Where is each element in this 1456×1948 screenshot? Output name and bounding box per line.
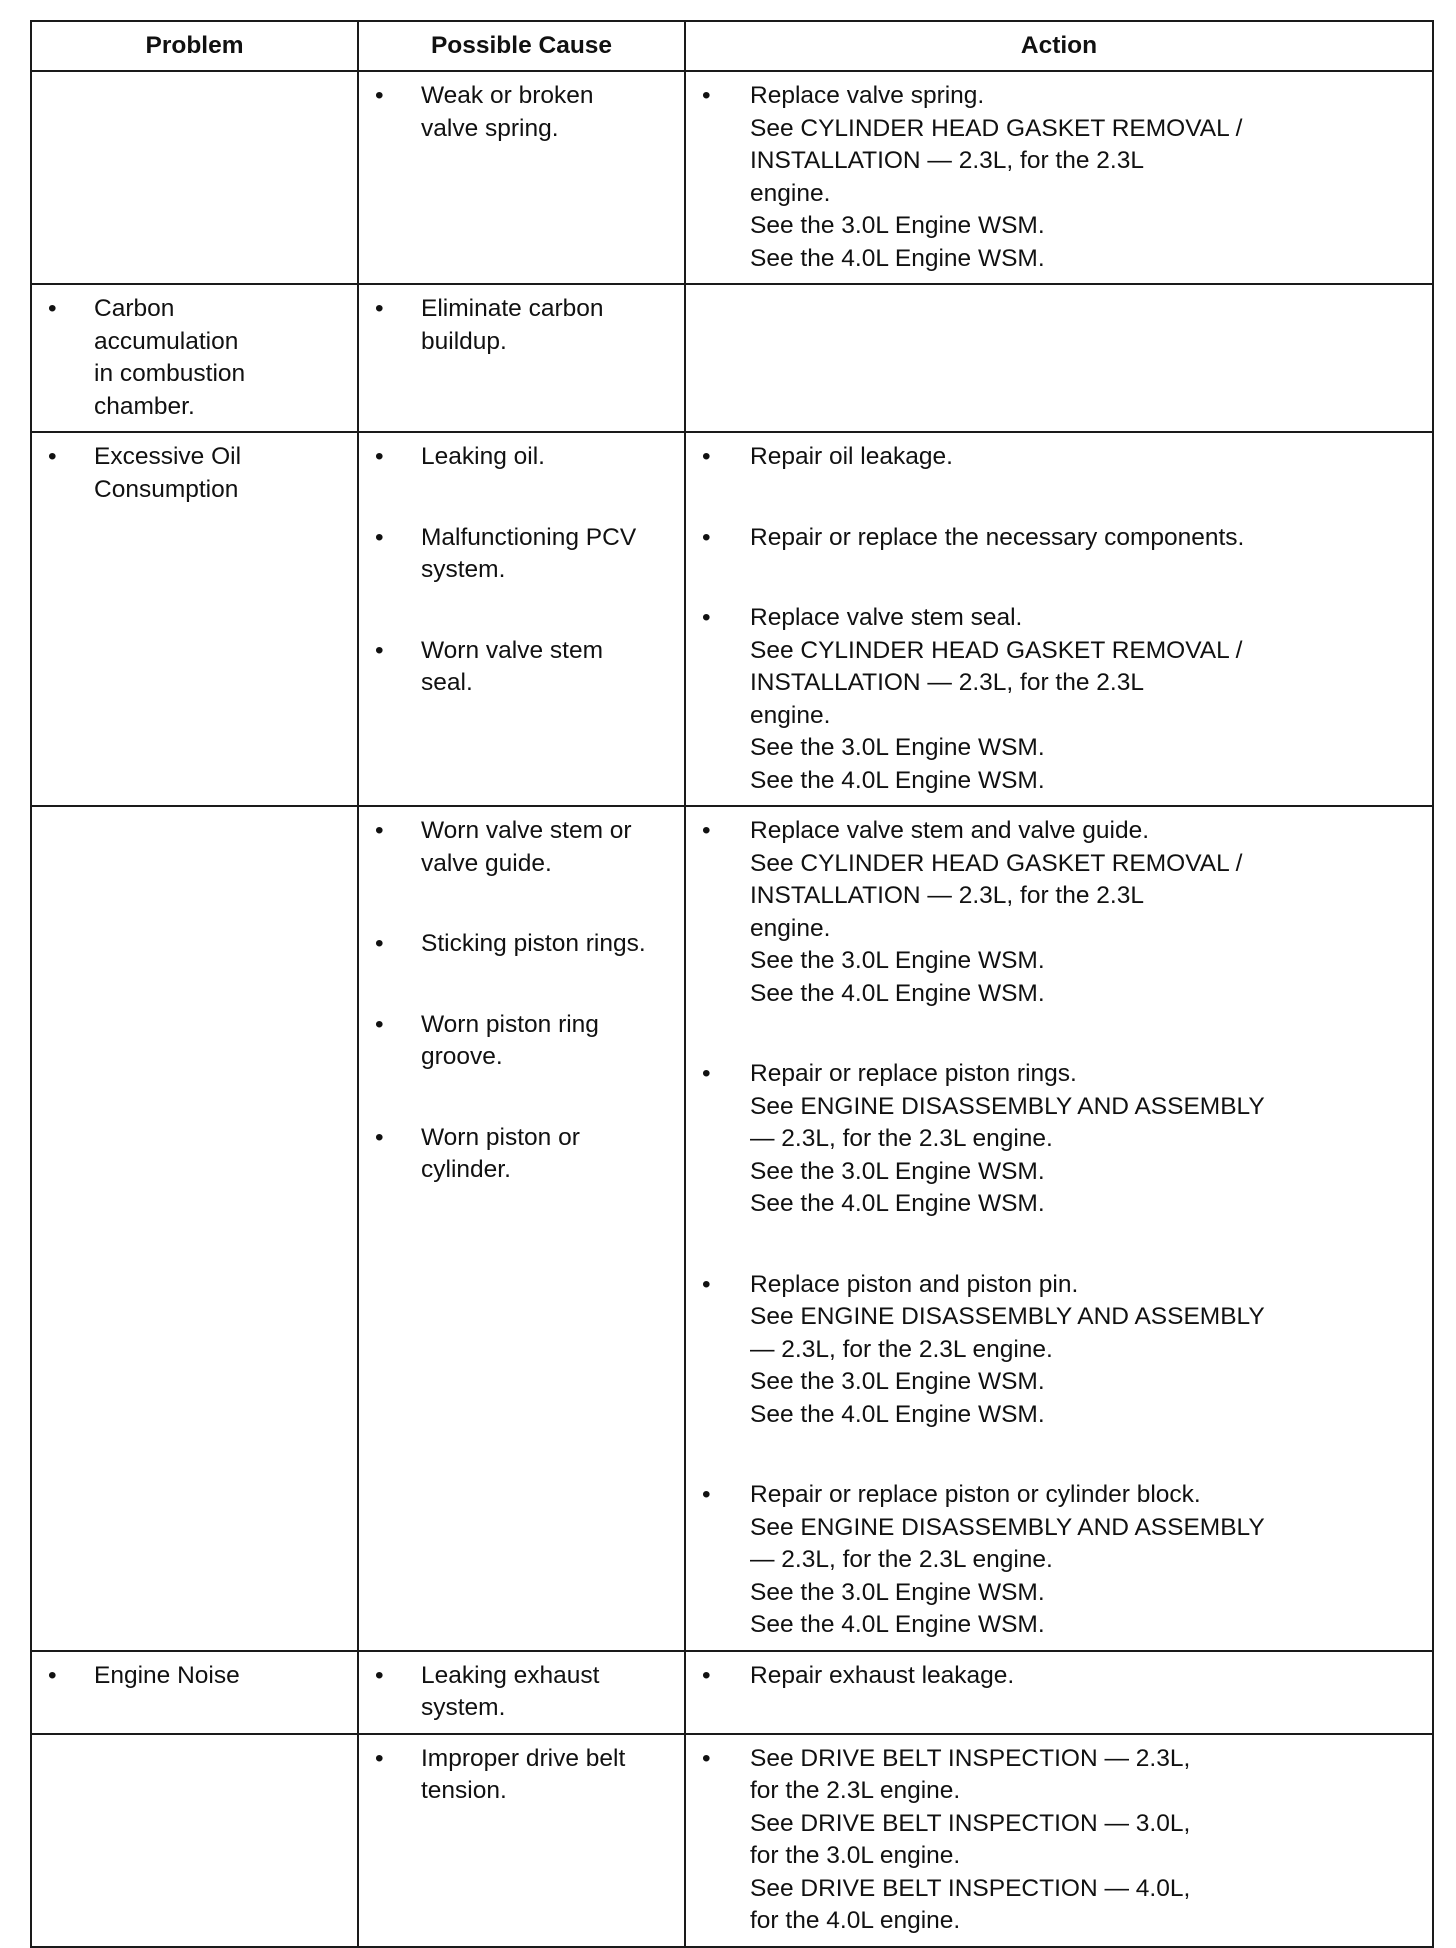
header-possible-cause: Possible Cause <box>358 21 685 71</box>
problem-item: • Excessive Oil Consumption <box>44 441 347 506</box>
cause-item: • Leaking oil. <box>371 441 674 474</box>
problem-cell <box>31 1734 358 1947</box>
problem-item: • Carbon accumulation in combustion chamber. <box>44 293 347 423</box>
table-row <box>31 1651 1433 1734</box>
action-item: • Repair or replace piston or cylinder block. See ENGINE DISASSEMBLY AND ASSEMBLY — 2.3L, for the 2.3L engine. See the 3.0L Engine WSM. See the 4.0L Engine WSM. <box>698 1479 1422 1642</box>
action-item: • Repair oil leakage. <box>698 441 1422 474</box>
cause-cell <box>358 806 685 1651</box>
action-cell <box>685 1651 1433 1734</box>
action-cell <box>685 1734 1433 1947</box>
cause-item: • Malfunctioning PCV system. <box>371 522 674 587</box>
header-row <box>31 21 1433 71</box>
action-item: • Replace valve spring. See CYLINDER HEAD GASKET REMOVAL / INSTALLATION — 2.3L, for the 2.3L engine. See the 3.0L Engine WSM. See the 4.0L Engine WSM. <box>698 80 1422 275</box>
problem-cell <box>31 1651 358 1734</box>
table-row <box>31 71 1433 284</box>
problem-cell <box>31 432 358 806</box>
cause-item: • Sticking piston rings. <box>371 928 674 961</box>
problem-item: • Engine Noise <box>44 1660 347 1693</box>
action-cell <box>685 71 1433 284</box>
cause-item: • Worn valve stem or valve guide. <box>371 815 674 880</box>
table-row <box>31 806 1433 1651</box>
cause-item: • Worn piston ring groove. <box>371 1009 674 1074</box>
cause-item: • Improper drive belt tension. <box>371 1743 674 1808</box>
header-action: Action <box>685 21 1433 71</box>
problem-cell <box>31 284 358 432</box>
problem-cell <box>31 806 358 1651</box>
action-item: • Repair or replace the necessary components. <box>698 522 1422 555</box>
cause-item: • Leaking exhaust system. <box>371 1660 674 1725</box>
cause-cell <box>358 71 685 284</box>
cause-item: • Eliminate carbon buildup. <box>371 293 674 358</box>
cause-cell <box>358 1651 685 1734</box>
action-item: • Replace valve stem seal. See CYLINDER HEAD GASKET REMOVAL / INSTALLATION — 2.3L, for the 2.3L engine. See the 3.0L Engine WSM. See the 4.0L Engine WSM. <box>698 602 1422 797</box>
action-item: • Repair or replace piston rings. See ENGINE DISASSEMBLY AND ASSEMBLY — 2.3L, for the 2.3L engine. See the 3.0L Engine WSM. See the 4.0L Engine WSM. <box>698 1058 1422 1221</box>
table-row <box>31 1734 1433 1947</box>
table-row <box>31 284 1433 432</box>
cause-item: • Worn piston or cylinder. <box>371 1122 674 1187</box>
troubleshooting-table <box>30 20 1434 1948</box>
cause-item: • Worn valve stem seal. <box>371 635 674 700</box>
cause-cell <box>358 284 685 432</box>
action-cell <box>685 284 1433 432</box>
action-item: • Replace valve stem and valve guide. See CYLINDER HEAD GASKET REMOVAL / INSTALLATION — 2.3L, for the 2.3L engine. See the 3.0L Engine WSM. See the 4.0L Engine WSM. <box>698 815 1422 1010</box>
action-item: • See DRIVE BELT INSPECTION — 2.3L, for the 2.3L engine. See DRIVE BELT INSPECTION — 3.0L, for the 3.0L engine. See DRIVE BELT INSPECTION — 4.0L, for the 4.0L engine. <box>698 1743 1422 1938</box>
cause-cell <box>358 1734 685 1947</box>
table-row <box>31 432 1433 806</box>
cause-item: • Weak or broken valve spring. <box>371 80 674 145</box>
header-problem: Problem <box>31 21 358 71</box>
cause-cell <box>358 432 685 806</box>
problem-cell <box>31 71 358 284</box>
troubleshooting-sheet <box>30 20 1432 1948</box>
action-item: • Repair exhaust leakage. <box>698 1660 1422 1693</box>
action-cell <box>685 806 1433 1651</box>
action-cell <box>685 432 1433 806</box>
action-item: • Replace piston and piston pin. See ENGINE DISASSEMBLY AND ASSEMBLY — 2.3L, for the 2.3L engine. See the 3.0L Engine WSM. See the 4.0L Engine WSM. <box>698 1269 1422 1432</box>
